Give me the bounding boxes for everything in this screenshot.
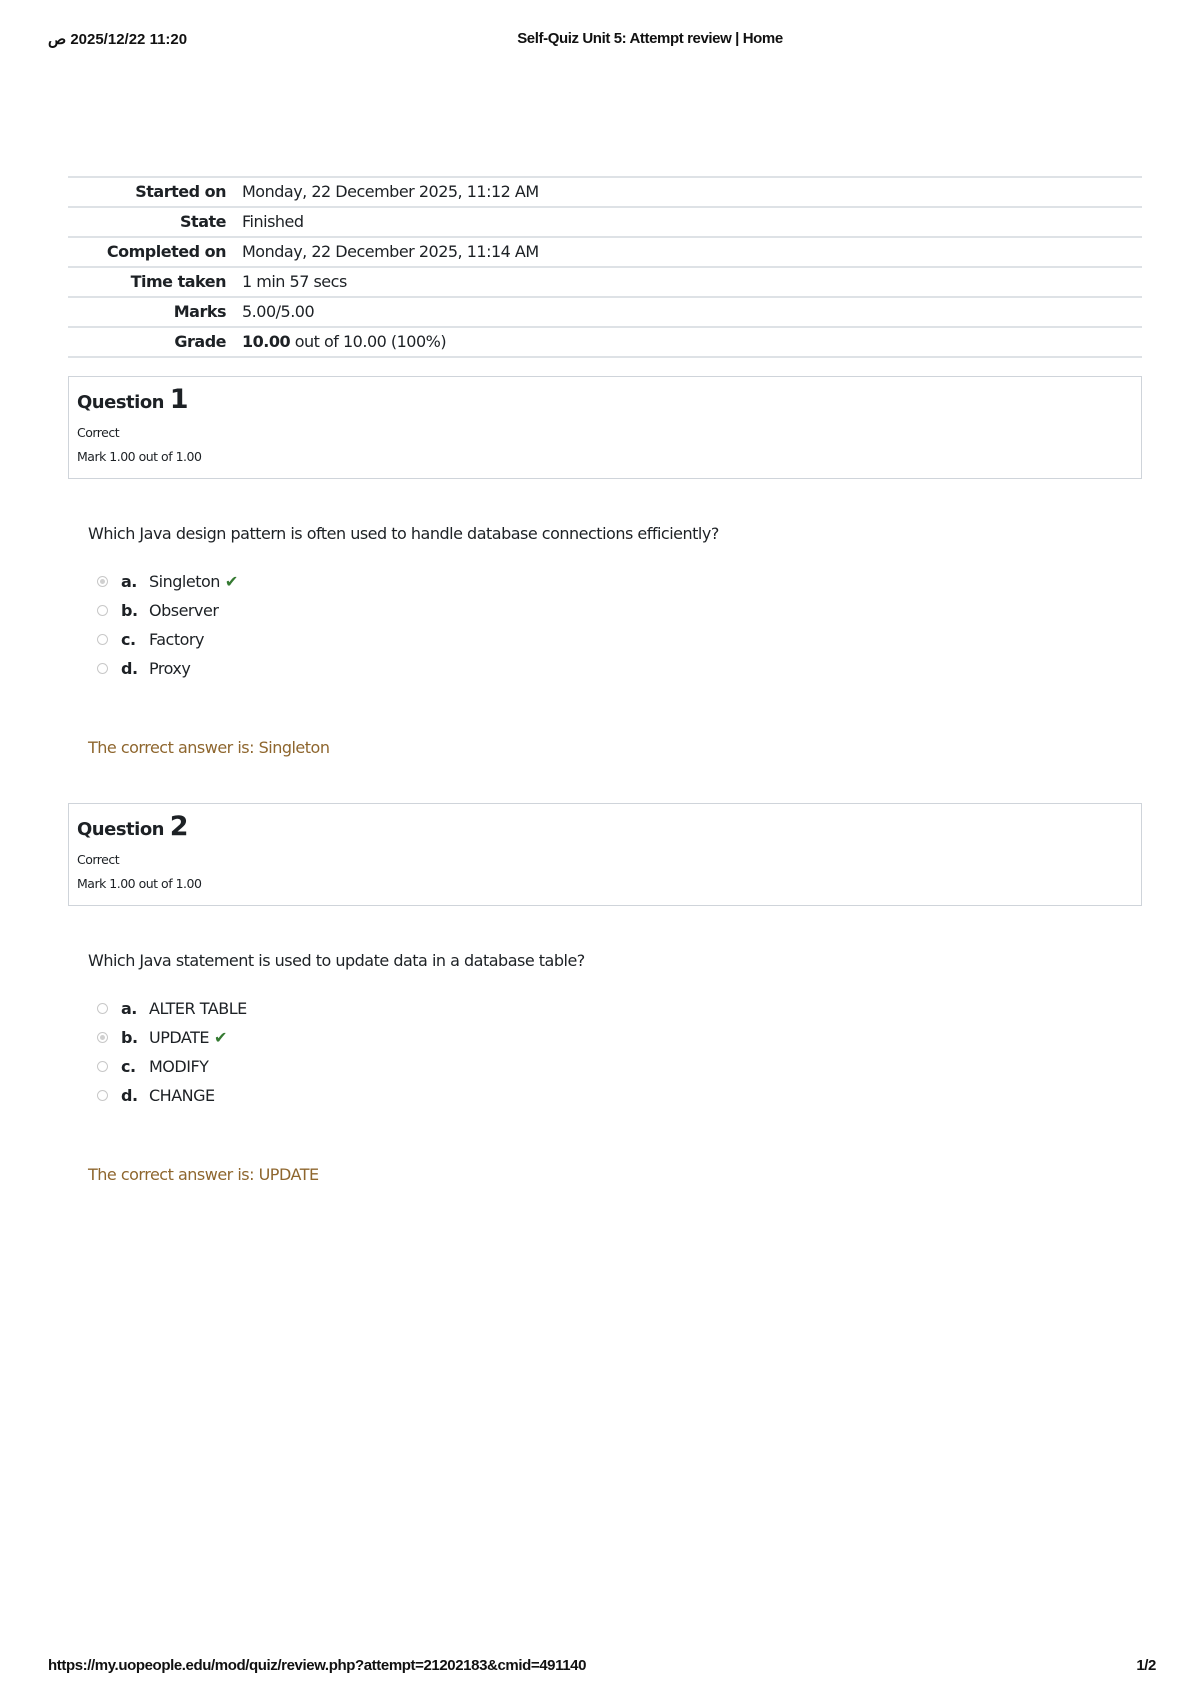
radio-button[interactable]: [97, 605, 108, 616]
summary-value: Monday, 22 December 2025, 11:14 AM: [242, 242, 539, 261]
page-number: 1/2: [1136, 1657, 1156, 1674]
radio-button[interactable]: [97, 576, 108, 587]
summary-value: Finished: [242, 212, 304, 231]
question-number: 2: [169, 811, 189, 842]
answer-label: MODIFY: [149, 1057, 209, 1076]
summary-row: [68, 177, 1142, 207]
grade-out-of: out of 10.00 (100%): [290, 332, 447, 351]
summary-value: [226, 327, 1142, 357]
answer-list: [88, 567, 1142, 683]
answer-label: ALTER TABLE: [149, 999, 247, 1018]
question-label: Question: [77, 819, 164, 840]
summary-row: [68, 267, 1142, 297]
question-content: [68, 479, 1142, 759]
print-page-title: Self-Quiz Unit 5: Attempt review | Home: [517, 30, 783, 47]
answer-label: Factory: [149, 630, 204, 649]
answer-letter: d.: [121, 1086, 138, 1105]
radio-button[interactable]: [97, 634, 108, 645]
attempt-summary-table: [68, 176, 1142, 358]
summary-label: Grade: [174, 332, 226, 351]
summary-value: Monday, 22 December 2025, 11:12 AM: [242, 182, 539, 201]
answer-label: UPDATE: [149, 1028, 209, 1047]
question-state: Correct: [77, 425, 120, 440]
answer-label: Observer: [149, 601, 219, 620]
question-grade: Mark 1.00 out of 1.00: [77, 876, 202, 891]
question-title: [77, 812, 1133, 845]
radio-button[interactable]: [97, 1003, 108, 1014]
summary-row: [68, 237, 1142, 267]
summary-value: 5.00/5.00: [242, 302, 315, 321]
answer-option: [88, 1023, 1142, 1052]
question-number: 1: [169, 384, 189, 415]
answer-letter: b.: [121, 1028, 138, 1047]
correct-answer-feedback: The correct answer is: UPDATE: [88, 1165, 319, 1184]
answer-list: [88, 994, 1142, 1110]
answer-letter: c.: [121, 630, 136, 649]
summary-label: Marks: [173, 302, 226, 321]
question-text: Which Java statement is used to update data in a database table?: [88, 951, 585, 970]
answer-option: [88, 567, 1142, 596]
question-grade: Mark 1.00 out of 1.00: [77, 449, 202, 464]
answer-option: [88, 654, 1142, 683]
summary-row: [68, 207, 1142, 237]
summary-label: Started on: [135, 182, 226, 201]
answer-option: [88, 994, 1142, 1023]
main-content: [68, 176, 1142, 1230]
answer-letter: b.: [121, 601, 138, 620]
answer-letter: d.: [121, 659, 138, 678]
question-content: [68, 906, 1142, 1186]
question-info: [68, 376, 1142, 479]
radio-button[interactable]: [97, 1061, 108, 1072]
question-label: Question: [77, 392, 164, 413]
radio-button[interactable]: [97, 1090, 108, 1101]
summary-value: 1 min 57 secs: [242, 272, 347, 291]
radio-button[interactable]: [97, 1032, 108, 1043]
grade-value: 10.00: [242, 332, 291, 351]
summary-label: Time taken: [130, 272, 226, 291]
summary-label: State: [180, 212, 226, 231]
summary-label: Completed on: [106, 242, 226, 261]
question-info: [68, 803, 1142, 906]
answer-letter: c.: [121, 1057, 136, 1076]
page-url: https://my.uopeople.edu/mod/quiz/review.php?attempt=21202183&cmid=491140: [48, 1657, 587, 1674]
answer-letter: a.: [121, 572, 137, 591]
summary-row: [68, 327, 1142, 357]
question-text: Which Java design pattern is often used to handle database connections efficiently?: [88, 524, 719, 543]
answer-option: [88, 625, 1142, 654]
answer-option: [88, 596, 1142, 625]
radio-button[interactable]: [97, 663, 108, 674]
print-header: [0, 30, 1200, 50]
check-icon: ✔: [224, 572, 238, 591]
answer-label: Singleton: [149, 572, 220, 591]
answer-option: [88, 1052, 1142, 1081]
question-1: [68, 376, 1142, 759]
correct-answer-feedback: The correct answer is: Singleton: [88, 738, 330, 757]
check-icon: ✔: [213, 1028, 227, 1047]
answer-label: CHANGE: [149, 1086, 215, 1105]
question-state: Correct: [77, 852, 120, 867]
print-datetime: 11:20 2025/12/22 ص: [48, 31, 188, 48]
answer-label: Proxy: [149, 659, 191, 678]
question-title: [77, 385, 1133, 418]
question-2: [68, 803, 1142, 1186]
summary-row: [68, 297, 1142, 327]
answer-option: [88, 1081, 1142, 1110]
answer-letter: a.: [121, 999, 137, 1018]
